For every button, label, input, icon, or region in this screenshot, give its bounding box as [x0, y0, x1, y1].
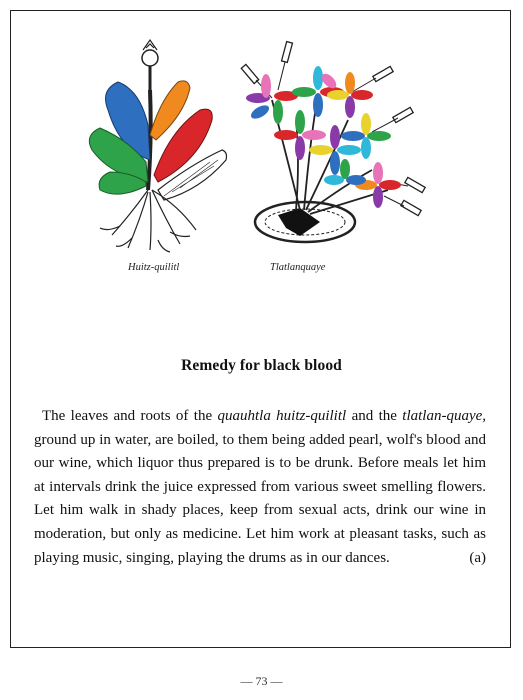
paragraph-text-2: and the [346, 408, 403, 424]
flowers [246, 66, 401, 208]
plant-name-tlatlan-quaye: tlatlan-quaye, [402, 408, 487, 424]
remedy-heading: Remedy for black blood [181, 357, 342, 374]
paragraph-text-3: ground up in water, are boiled, to them being added pearl, wolf's blood and our wine, which liquor thus prepared is to be drunk. Before meals let him at intervals drink the juice expressed from various sweet smelling flowers. Let him walk in shady places, keep from sexual acts, drink our wine in moderation, but only as medicine. Let him work at pleasant tasks, such as playing music, singing, playing the drums as in our dances. [34, 431, 486, 566]
paragraph-text-1: The leaves and roots of the [42, 408, 218, 424]
remedy-paragraph [34, 405, 486, 570]
plant-name-huitz-quilitl: quauhtla huitz-quilitl [217, 408, 347, 424]
page-number: — 73 — [240, 674, 283, 688]
caption-huitz-quilitl: Huitz-quilitl [128, 262, 180, 273]
caption-tlatlanquaye: Tlatlanquaye [270, 262, 326, 273]
footnote-ref: (a) [469, 549, 486, 566]
